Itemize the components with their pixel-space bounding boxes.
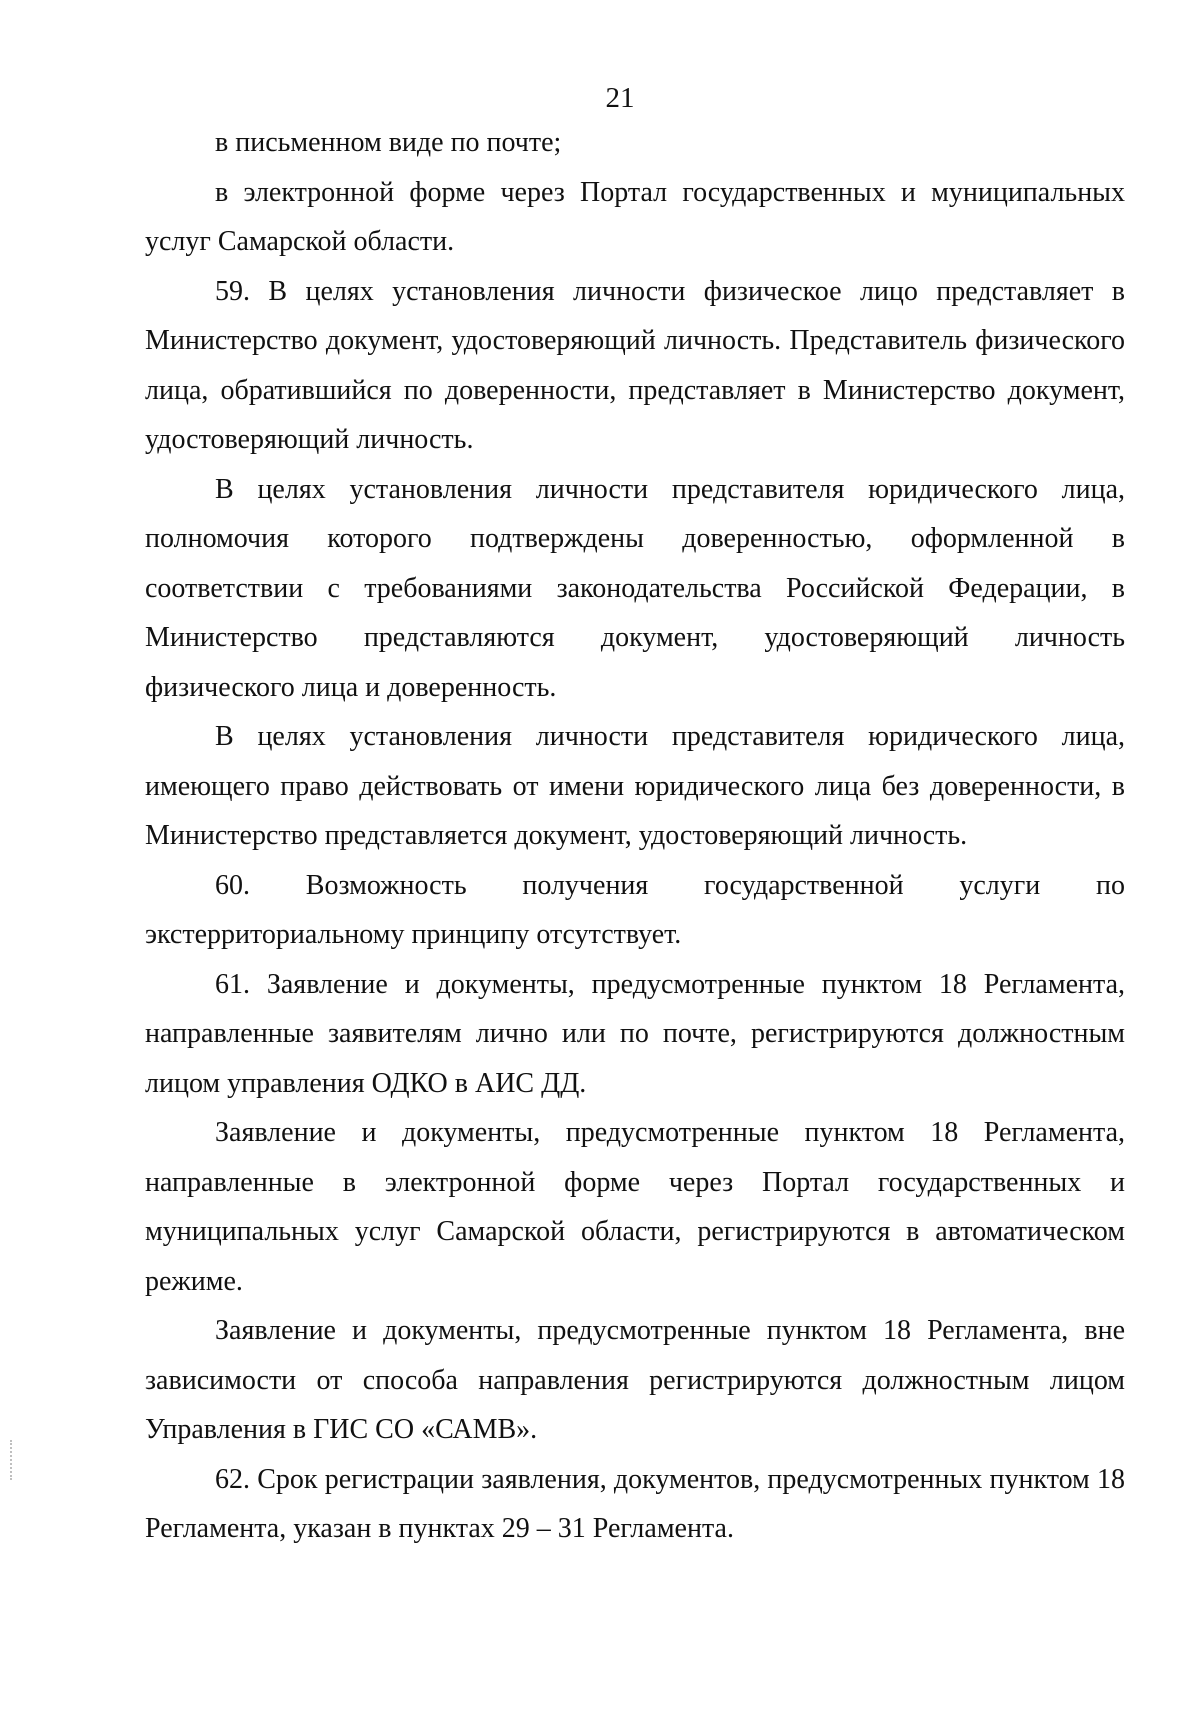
paragraph: 60. Возможность получения государственной услуги по экстерриториальному принципу отсутствует. bbox=[145, 869, 1125, 950]
paragraph: 61. Заявление и документы, предусмотренные пунктом 18 Регламента, направленные заявителям лично или по почте, регистрируются должностным лицом управления ОДКО в АИС ДД. bbox=[145, 968, 1125, 1099]
paragraph: 62. Срок регистрации заявления, документов, предусмотренных пунктом 18 Регламента, указан в пунктах 29 – 31 Регламента. bbox=[145, 1463, 1125, 1544]
paragraph: В целях установления личности представителя юридического лица, имеющего право действовать от имени юридического лица без доверенности, в Министерство представляется документ, удостоверяющий личность. bbox=[145, 721, 1125, 851]
paragraph: Заявление и документы, предусмотренные пунктом 18 Регламента, направленные в электронной форме через Портал государственных и муниципальных услуг Самарской области, регистрируются в автоматическом режиме. bbox=[145, 1117, 1125, 1297]
document-body bbox=[145, 118, 1125, 1554]
paragraph: в письменном виде по почте; bbox=[215, 127, 562, 158]
paragraph: в электронной форме через Портал государственных и муниципальных услуг Самарской области. bbox=[145, 176, 1125, 257]
scan-artifact bbox=[10, 1440, 16, 1480]
paragraph: В целях установления личности представителя юридического лица, полномочия которого подтверждены доверенностью, оформленной в соответствии с требованиями законодательства Российской Федерации, в Министерство представляются документ, удостоверяющий личность физического лица и доверенность. bbox=[145, 473, 1125, 703]
paragraph: 59. В целях установления личности физическое лицо представляет в Министерство документ, удостоверяющий личность. Представитель физического лица, обратившийся по доверенности, представляет в Министерство документ, удостоверяющий личность. bbox=[145, 275, 1125, 455]
page-number: 21 bbox=[605, 82, 635, 114]
paragraph: Заявление и документы, предусмотренные пунктом 18 Регламента, вне зависимости от способа направления регистрируются должностным лицом Управления в ГИС СО «САМВ». bbox=[145, 1315, 1125, 1445]
